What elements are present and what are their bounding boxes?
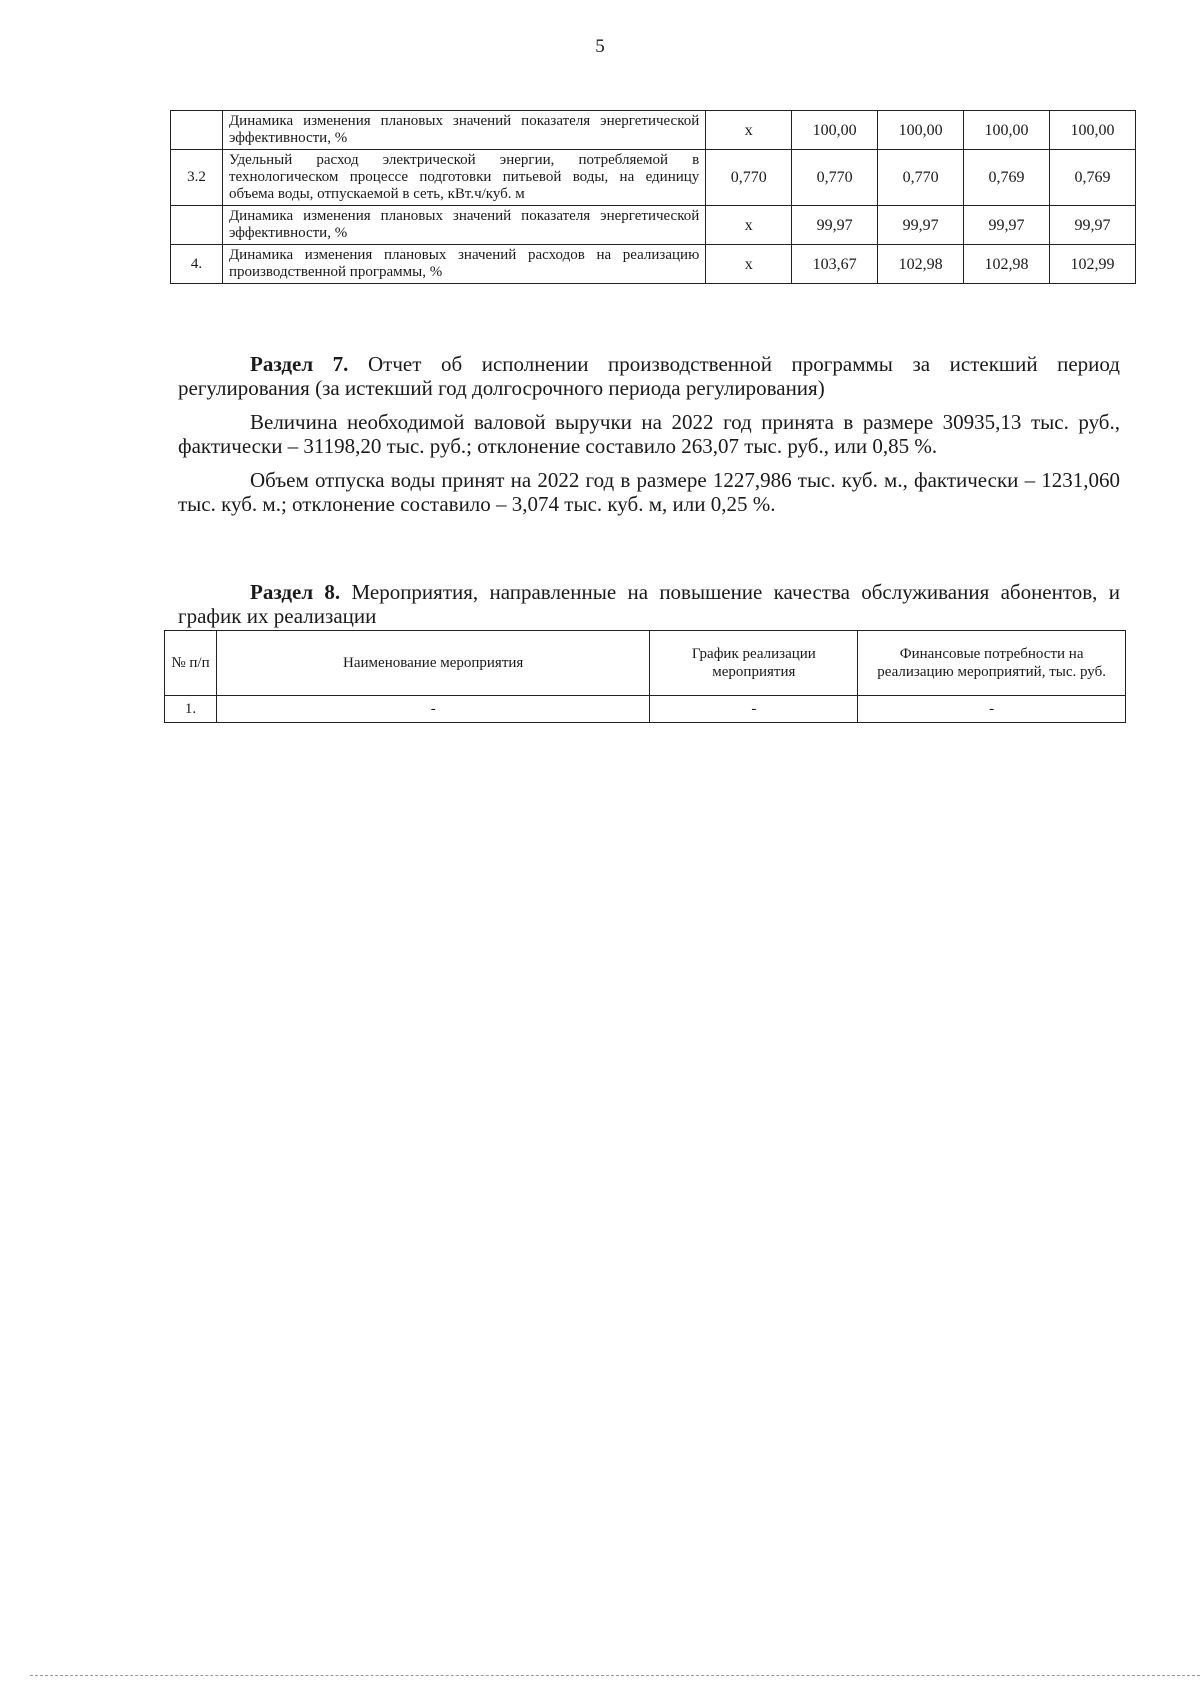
page-number: 5	[595, 36, 605, 57]
section-8-title	[178, 580, 1120, 628]
measures-row	[165, 696, 1126, 723]
indicator-value: 0,770	[878, 150, 964, 206]
indicator-name: Динамика изменения плановых значений показателя энергетической эффективности, %	[222, 111, 705, 150]
indicator-row	[171, 111, 1136, 150]
column-header: Наименование мероприятия	[216, 631, 649, 696]
column-header: Финансовые потребности на реализацию мероприятий, тыс. руб.	[858, 631, 1126, 696]
indicator-value: 102,98	[964, 245, 1050, 284]
indicator-value: 99,97	[878, 206, 964, 245]
indicator-value: 0,770	[706, 150, 792, 206]
measures-cell: -	[650, 696, 858, 723]
indicator-value: 102,99	[1050, 245, 1136, 284]
indicator-value: 99,97	[792, 206, 878, 245]
indicator-value: x	[706, 111, 792, 150]
column-header: № п/п	[165, 631, 217, 696]
indicator-row	[171, 206, 1136, 245]
indicator-value: 100,00	[964, 111, 1050, 150]
indicators-table	[170, 110, 1136, 284]
water-volume-paragraph: Объем отпуска воды принят на 2022 год в размере 1227,986 тыс. куб. м., фактически – 1231,060 тыс. куб. м.; отклонение составило – 3,074 тыс. куб. м, или 0,25 %.	[178, 468, 1120, 516]
indicator-value: 100,00	[878, 111, 964, 150]
section-8-title-text: Мероприятия, направленные на повышение качества обслуживания абонентов, и график их реализации	[178, 580, 1120, 628]
indicator-value: 102,98	[878, 245, 964, 284]
measures-cell: -	[858, 696, 1126, 723]
row-number	[171, 111, 223, 150]
indicator-value: x	[706, 206, 792, 245]
row-number: 3.2	[171, 150, 223, 206]
indicator-value: x	[706, 245, 792, 284]
measures-header-row	[165, 631, 1126, 696]
indicators-table-body	[171, 111, 1136, 284]
indicator-name: Динамика изменения плановых значений расходов на реализацию производственной программы, %	[222, 245, 705, 284]
indicator-name: Удельный расход электрической энергии, потребляемой в технологическом процессе подготовки питьевой воды, на единицу объема воды, отпускаемой в сеть, кВт.ч/куб. м	[222, 150, 705, 206]
indicator-value: 0,769	[964, 150, 1050, 206]
measures-cell: -	[216, 696, 649, 723]
indicator-value: 0,770	[792, 150, 878, 206]
section-8	[178, 580, 1120, 628]
indicator-value: 103,67	[792, 245, 878, 284]
measures-table-body	[165, 631, 1126, 723]
indicator-value: 100,00	[792, 111, 878, 150]
measures-cell: 1.	[165, 696, 217, 723]
indicator-name: Динамика изменения плановых значений показателя энергетической эффективности, %	[222, 206, 705, 245]
indicator-value: 99,97	[1050, 206, 1136, 245]
section-7	[178, 352, 1120, 516]
revenue-paragraph: Величина необходимой валовой выручки на 2022 год принята в размере 30935,13 тыс. руб., фактически – 31198,20 тыс. руб.; отклонение составило 263,07 тыс. руб., или 0,85 %.	[178, 410, 1120, 458]
measures-table	[164, 630, 1126, 723]
indicator-value: 99,97	[964, 206, 1050, 245]
scan-edge-line	[30, 1675, 1200, 1676]
indicator-value: 0,769	[1050, 150, 1136, 206]
indicator-value: 100,00	[1050, 111, 1136, 150]
row-number	[171, 206, 223, 245]
row-number: 4.	[171, 245, 223, 284]
section-7-title-text: Отчет об исполнении производственной программы за истекший период регулирования (за истекший год долгосрочного периода регулирования)	[178, 352, 1120, 400]
indicator-row	[171, 150, 1136, 206]
section-7-label: Раздел 7.	[250, 352, 349, 376]
section-8-label: Раздел 8.	[250, 580, 341, 604]
indicator-row	[171, 245, 1136, 284]
section-7-title	[178, 352, 1120, 400]
column-header: График реализации мероприятия	[650, 631, 858, 696]
